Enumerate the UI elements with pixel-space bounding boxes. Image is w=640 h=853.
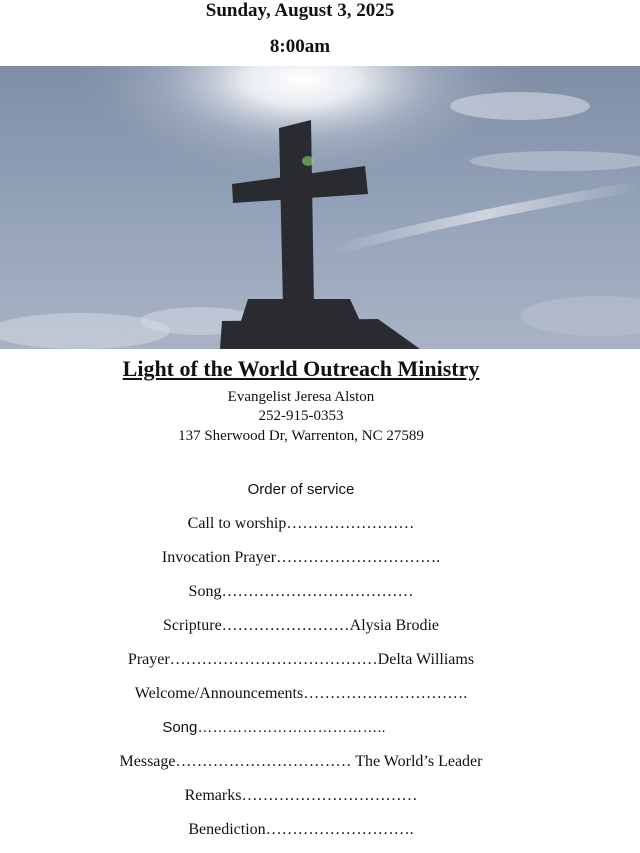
order-item-song-2: Song……………………………….. bbox=[162, 719, 386, 736]
cross-photo-graphic bbox=[0, 66, 640, 349]
order-item-song: Song……………………………… bbox=[188, 583, 414, 600]
order-item-remarks: Remarks…………………………… bbox=[184, 787, 418, 804]
address: 137 Sherwood Dr, Warrenton, NC 27589 bbox=[178, 428, 424, 444]
service-date: Sunday, August 3, 2025 bbox=[205, 0, 395, 21]
order-item-invocation-prayer: Invocation Prayer…………………………. bbox=[161, 549, 441, 566]
service-time: 8:00am bbox=[269, 36, 331, 57]
order-item-welcome-announcements: Welcome/Announcements…………………………. bbox=[134, 685, 468, 702]
order-item-message: Message…………………………… The World’s Leader bbox=[119, 753, 483, 770]
evangelist-name: Evangelist Jeresa Alston bbox=[227, 389, 375, 405]
cross-image bbox=[0, 66, 640, 349]
order-item-call-to-worship: Call to worship…………………… bbox=[187, 515, 415, 532]
ministry-name: Light of the World Outreach Ministry bbox=[122, 356, 480, 381]
order-of-service-list bbox=[0, 512, 602, 852]
order-item-scripture: Scripture……………………Alysia Brodie bbox=[163, 617, 439, 634]
order-of-service-heading: Order of service bbox=[247, 481, 355, 498]
order-item-prayer: Prayer…………………………………Delta Williams bbox=[127, 651, 475, 668]
phone-number: 252-915-0353 bbox=[258, 408, 344, 424]
order-item-benediction: Benediction………………………. bbox=[188, 821, 414, 838]
